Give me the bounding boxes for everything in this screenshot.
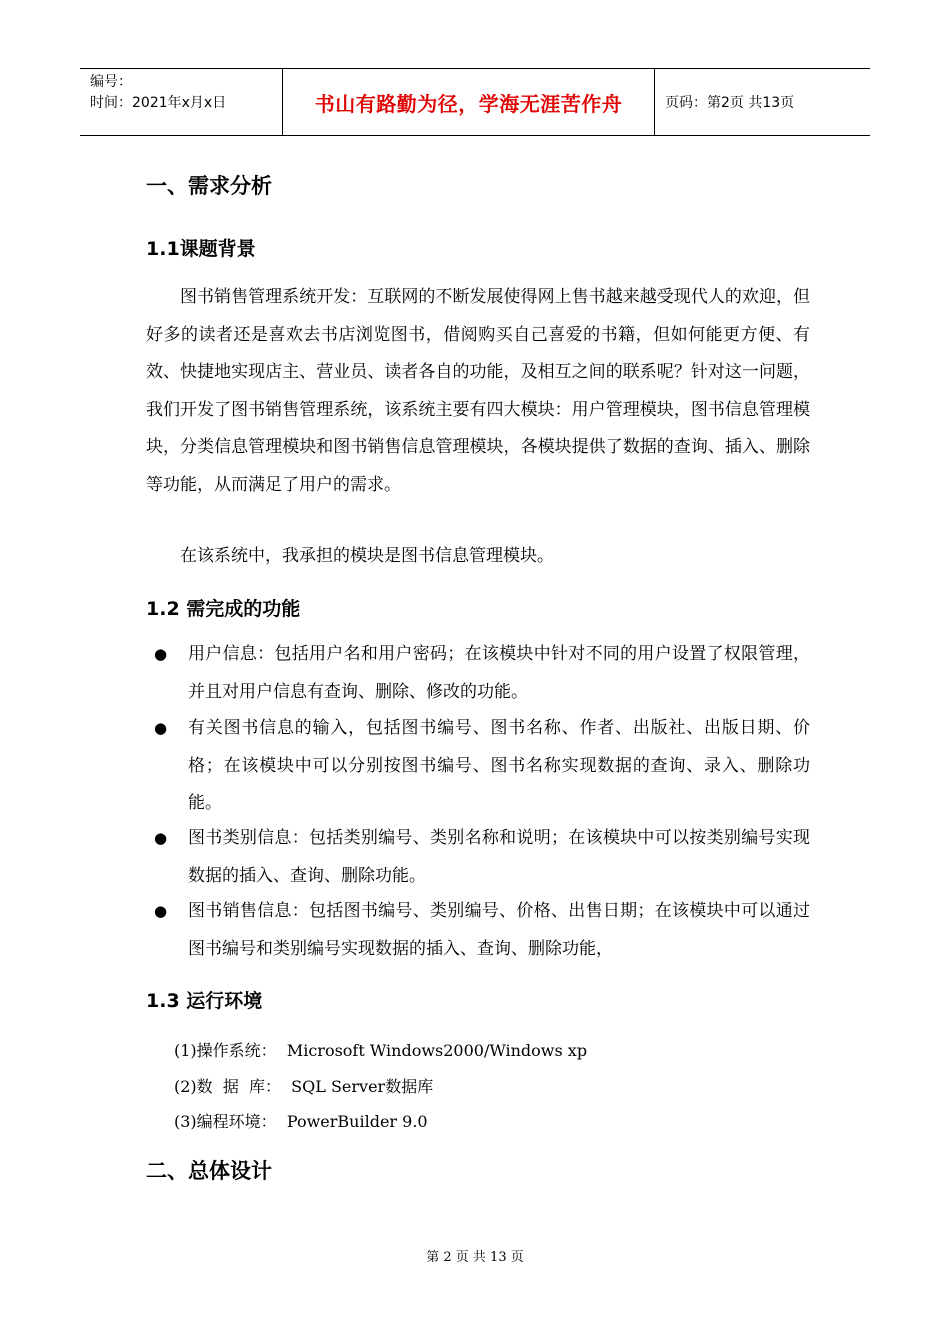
list-item-text: 图书类别信息：包括类别编号、类别名称和说明；在该模块中可以按类别编号实现数据的插入、查询、删除功能。	[188, 828, 810, 886]
number-label: 编号：	[90, 74, 132, 90]
bullet-icon: ●	[154, 829, 168, 847]
list-item	[146, 893, 810, 968]
header-motto: 书山有路勤为径，学海无涯苦作舟	[282, 69, 655, 135]
list-item	[146, 710, 810, 823]
section1-title: 一、需求分析	[146, 174, 272, 198]
bullet-icon: ●	[154, 902, 168, 920]
list-item-text: 有关图书信息的输入，包括图书编号、图书名称、作者、出版社、出版日期、价格；在该模块中可以分别按图书编号、图书名称实现数据的查询、录入、删除功能。	[188, 718, 810, 813]
section2-title: 二、总体设计	[146, 1159, 272, 1183]
env-ide-line: (3)编程环境： PowerBuilder 9.0	[174, 1112, 428, 1131]
list-item	[146, 820, 810, 895]
section-1-1-title: 1.1课题背景	[146, 238, 256, 260]
header-left-cell	[80, 69, 282, 135]
list-item-text: 用户信息：包括用户名和用户密码；在该模块中针对不同的用户设置了权限管理，并且对用户信息有查询、删除、修改的功能。	[188, 644, 810, 702]
page-header	[80, 68, 870, 136]
section-1-3-title: 1.3 运行环境	[146, 990, 263, 1012]
background-paragraph: 图书销售管理系统开发：互联网的不断发展使得网上售书越来越受现代人的欢迎，但好多的读者还是喜欢去书店浏览图书，借阅购买自己喜爱的书籍，但如何能更方便、有效、快捷地实现店主、营业员、读者各自的功能，及相互之间的联系呢？针对这一问题，我们开发了图书销售管理系统，该系统主要有四大模块：用户管理模块，图书信息管理模块，分类信息管理模块和图书销售信息管理模块，各模块提供了数据的查询、插入、删除等功能，从而满足了用户的需求。	[146, 287, 810, 495]
header-page-info: 页码：第2页 共13页	[665, 95, 795, 111]
bullet-icon: ●	[154, 645, 168, 663]
page-footer: 第 2 页 共 13 页	[426, 1250, 524, 1265]
env-os-line: (1)操作系统： Microsoft Windows2000/Windows xp	[174, 1041, 588, 1060]
list-item-text: 图书销售信息：包括图书编号、类别编号、价格、出售日期；在该模块中可以通过图书编号和类别编号实现数据的插入、查询、删除功能，	[188, 901, 810, 959]
responsibility-paragraph: 在该系统中，我承担的模块是图书信息管理模块。	[180, 546, 554, 566]
section-1-2-title: 1.2 需完成的功能	[146, 598, 301, 620]
bullet-icon: ●	[154, 719, 168, 737]
env-db-line: (2)数 据 库： SQL Server数据库	[174, 1077, 434, 1096]
list-item	[146, 636, 810, 711]
time-label: 时间：2021年x月x日	[90, 95, 227, 111]
